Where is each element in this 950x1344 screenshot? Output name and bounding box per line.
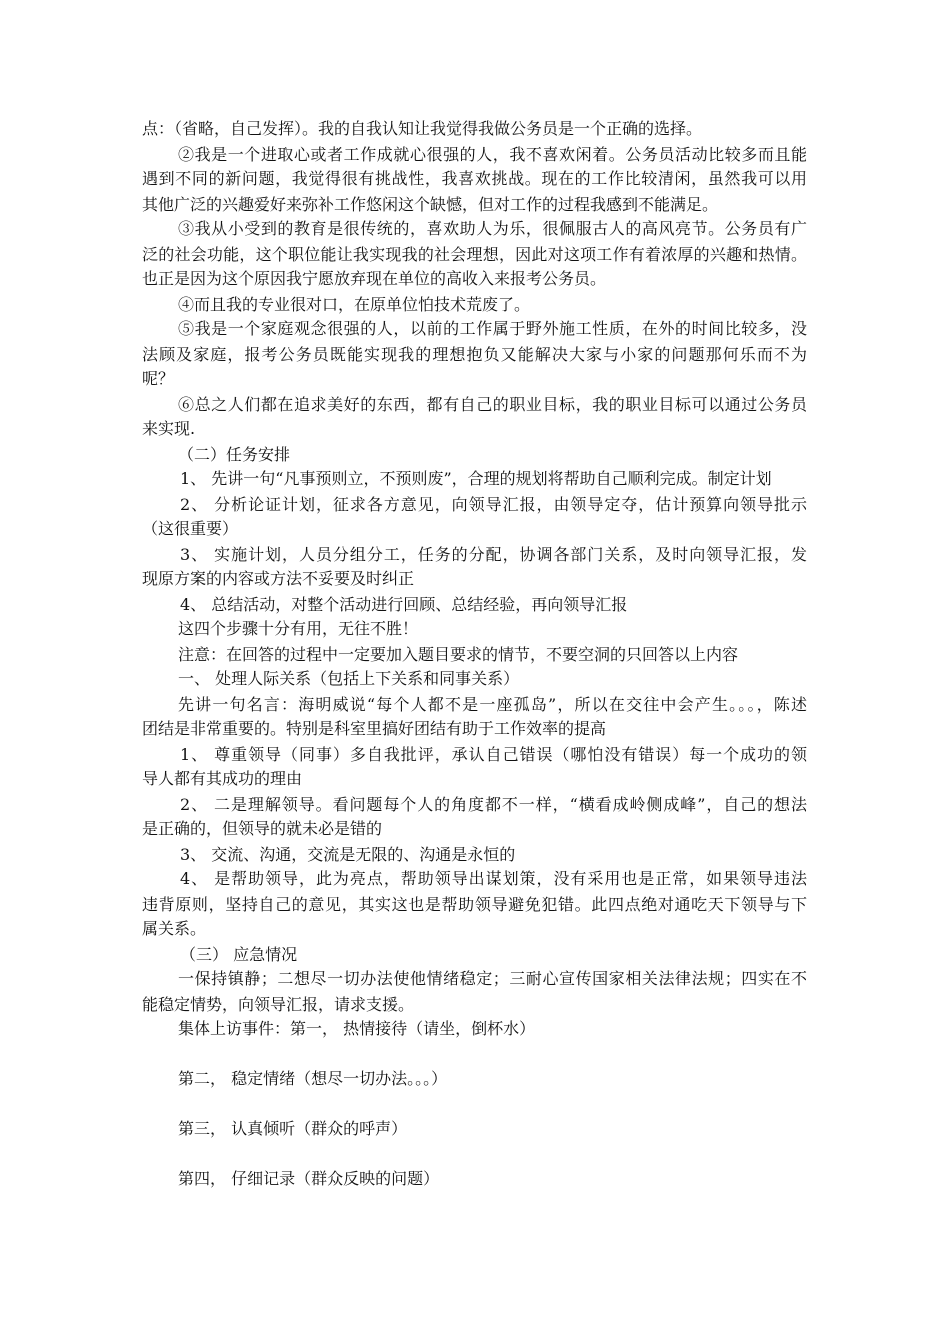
text-line: 现原方案的内容或方法不妥要及时纠正	[142, 569, 415, 588]
text-line: 1、 尊重领导（同事）多自我批评，承认自己错误（哪怕没有错误）每一个成功的领	[180, 745, 807, 764]
text-line: 这四个步骤十分有用，无往不胜！	[178, 619, 419, 638]
text-line: 集体上访事件：第一， 热情接待（请坐，倒杯水）	[178, 1019, 536, 1038]
text-line: 4、 总结活动，对整个活动进行回顾、总结经验，再向领导汇报	[180, 595, 628, 614]
text-line: 遇到不同的新问题，我觉得很有挑战性，我喜欢挑战。现在的工作比较清闲，虽然我可以用	[142, 169, 807, 188]
text-line: 点：（省略，自己发挥）。我的自我认知让我觉得我做公务员是一个正确的选择。	[142, 119, 703, 138]
text-line: 来实现.	[142, 419, 196, 438]
text-line: 2、 二是理解领导。看问题每个人的角度都不一样，“横看成岭侧成峰”，自己的想法	[180, 795, 807, 814]
text-line: 导人都有其成功的理由	[142, 769, 303, 788]
text-line: 1、 先讲一句“凡事预则立，不预则废”，合理的规划将帮助自己顺利完成。制定计划	[180, 469, 772, 488]
section-heading: 一、 处理人际关系（包括上下关系和同事关系）	[178, 669, 520, 688]
text-line: 属关系。	[142, 919, 207, 938]
section-heading: （二）任务安排	[178, 445, 291, 464]
text-line: 第三， 认真倾听（群众的呼声）	[178, 1119, 408, 1138]
text-line: 违背原则，坚持自己的意见，其实这也是帮助领导避免犯错。此四点绝对通吃天下领导与下	[142, 895, 807, 914]
text-line: 呢？	[142, 369, 175, 388]
text-line: 先讲一句名言：海明威说“每个人都不是一座孤岛”，所以在交往中会产生。。。，陈述	[178, 695, 807, 714]
text-line: ④而且我的专业很对口，在原单位怕技术荒废了。	[178, 295, 531, 314]
text-line: 2、 分析论证计划，征求各方意见，向领导汇报，由领导定夺，估计预算向领导批示	[180, 495, 807, 514]
section-heading: （三） 应急情况	[180, 945, 298, 964]
text-line: 3、 交流、沟通，交流是无限的、沟通是永恒的	[180, 845, 516, 864]
text-line: ⑤我是一个家庭观念很强的人，以前的工作属于野外施工性质，在外的时间比较多，没	[178, 319, 807, 338]
text-line: 其他广泛的兴趣爱好来弥补工作悠闲这个缺憾，但对工作的过程我感到不能满足。	[142, 195, 719, 214]
text-line: 注意：在回答的过程中一定要加入题目要求的情节，不要空洞的只回答以上内容	[178, 645, 739, 664]
text-line: 也正是因为这个原因我宁愿放弃现在单位的高收入来报考公务员。	[142, 269, 607, 288]
text-line: 一保持镇静；二想尽一切办法使他情绪稳定；三耐心宣传国家相关法律法规；四实在不	[178, 969, 807, 988]
text-line: 3、 实施计划，人员分组分工，任务的分配，协调各部门关系，及时向领导汇报，发	[180, 545, 807, 564]
text-line: ③我从小受到的教育是很传统的，喜欢助人为乐，很佩服古人的高风亮节。公务员有广	[178, 219, 807, 238]
text-line: （这很重要）	[142, 519, 239, 538]
text-line: 泛的社会功能，这个职位能让我实现我的社会理想，因此对这项工作有着浓厚的兴趣和热情。	[142, 245, 807, 264]
text-line: 第二， 稳定情绪（想尽一切办法。。。）	[178, 1069, 448, 1088]
text-line: 4、 是帮助领导，此为亮点，帮助领导出谋划策，没有采用也是正常，如果领导违法	[180, 869, 807, 888]
text-line: 法顾及家庭，报考公务员既能实现我的理想抱负又能解决大家与小家的问题那何乐而不为	[142, 345, 807, 364]
text-line: 能稳定情势，向领导汇报，请求支援。	[142, 995, 415, 1014]
text-line: 是正确的，但领导的就未必是错的	[142, 819, 383, 838]
text-line: ②我是一个进取心或者工作成就心很强的人，我不喜欢闲着。公务员活动比较多而且能	[178, 145, 807, 164]
text-line: 团结是非常重要的。特别是科室里搞好团结有助于工作效率的提高	[142, 719, 607, 738]
text-line: ⑥总之人们都在追求美好的东西，都有自己的职业目标，我的职业目标可以通过公务员	[178, 395, 807, 414]
text-line: 第四， 仔细记录（群众反映的问题）	[178, 1169, 440, 1188]
